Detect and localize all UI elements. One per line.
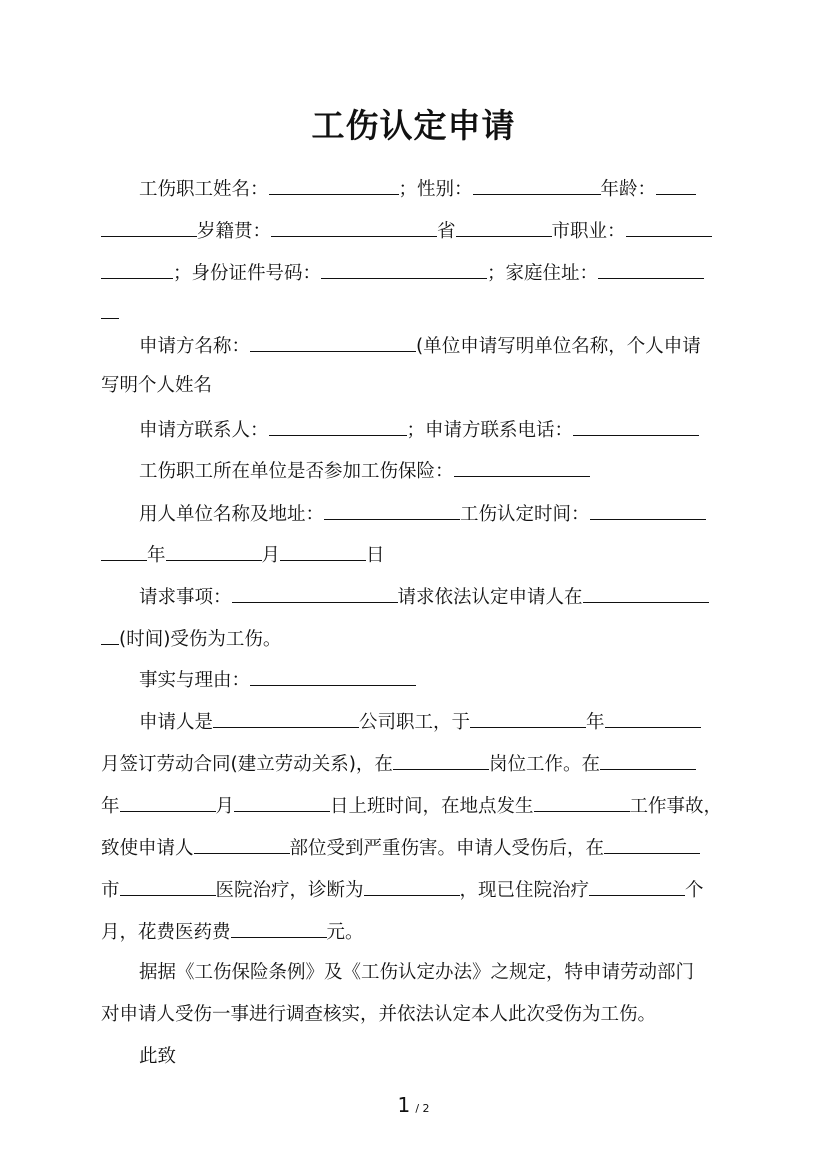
- fill-in-blank[interactable]: [101, 540, 147, 561]
- fill-in-blank[interactable]: [120, 791, 216, 812]
- text-line-p2a: [139, 331, 701, 361]
- text-line-p8b: [101, 749, 696, 779]
- text-line-p8d: [101, 833, 700, 863]
- form-label: 年龄：: [600, 179, 657, 200]
- fill-in-blank[interactable]: [250, 665, 416, 686]
- form-label: 月: [215, 796, 235, 817]
- fill-in-blank[interactable]: [454, 456, 590, 477]
- form-label: ，现已住院治疗: [459, 880, 590, 901]
- total-pages: / 2: [415, 1102, 430, 1115]
- form-label: 申请人是: [139, 712, 214, 733]
- text-line-p1a: [139, 174, 696, 204]
- fill-in-blank[interactable]: [321, 258, 487, 279]
- text-line-p10: [139, 1043, 176, 1071]
- text-line-p4: [139, 456, 590, 486]
- form-label: 用人单位名称及地址：: [139, 504, 325, 525]
- form-label: 月: [261, 545, 281, 566]
- fill-in-blank[interactable]: [473, 174, 601, 195]
- text-line-p7: [139, 665, 416, 695]
- form-label: 医院治疗，诊断为: [215, 880, 364, 901]
- form-label: 工作事故，: [629, 796, 723, 817]
- form-label: 年: [101, 796, 120, 817]
- form-label: 请求事项：: [139, 587, 232, 608]
- fill-in-blank[interactable]: [250, 331, 416, 352]
- fill-in-blank[interactable]: [234, 791, 330, 812]
- form-label: 市职业：: [551, 221, 626, 242]
- form-label: 部位受到严重伤害。申请人受伤后，在: [289, 838, 605, 859]
- text-line-p8e: [101, 875, 704, 905]
- form-label: 省: [437, 221, 456, 242]
- text-line-p1c: [101, 258, 704, 288]
- current-page: 1: [397, 1093, 411, 1117]
- fill-in-blank[interactable]: [470, 707, 586, 728]
- fill-in-blank[interactable]: [604, 833, 700, 854]
- fill-in-blank[interactable]: [364, 875, 460, 896]
- fill-in-blank[interactable]: [583, 582, 709, 603]
- form-label: 日: [366, 545, 385, 566]
- text-line-p5b: [101, 540, 385, 570]
- text-line-p8a: [139, 707, 701, 737]
- fill-in-blank[interactable]: [534, 791, 630, 812]
- form-label: 年: [586, 712, 605, 733]
- text-line-p5a: [139, 499, 706, 529]
- text-line-p6b: [101, 624, 281, 654]
- form-label: 对申请人受伤一事进行调查核实，并依法认定本人此次受伤为工伤。: [101, 1004, 657, 1025]
- text-line-p1b: [101, 216, 712, 246]
- fill-in-blank[interactable]: [101, 216, 197, 237]
- fill-in-blank[interactable]: [101, 298, 119, 319]
- text-line-p2b: [101, 372, 212, 400]
- fill-in-blank[interactable]: [269, 415, 407, 436]
- text-line-p8f: [101, 917, 364, 947]
- text-line-p9a: [139, 959, 694, 987]
- form-label: 事实与理由：: [139, 670, 251, 691]
- fill-in-blank[interactable]: [656, 174, 696, 195]
- form-label: ；身份证件号码：: [173, 263, 322, 284]
- form-label: ；家庭住址：: [487, 263, 599, 284]
- form-label: 元。: [326, 922, 364, 943]
- page-number: [0, 1093, 827, 1117]
- form-label: 公司职工，于: [359, 712, 471, 733]
- text-line-p9b: [101, 1001, 656, 1029]
- fill-in-blank[interactable]: [194, 833, 290, 854]
- text-line-p6a: [139, 582, 709, 612]
- fill-in-blank[interactable]: [280, 540, 366, 561]
- fill-in-blank[interactable]: [573, 415, 699, 436]
- fill-in-blank[interactable]: [589, 875, 685, 896]
- form-label: 日上班时间，在地点发生: [330, 796, 534, 817]
- form-label: ；申请方联系电话：: [406, 420, 574, 441]
- document-title: 工伤认定申请: [311, 106, 516, 145]
- form-label: 月签订劳动合同(建立劳动关系)，在: [101, 754, 393, 775]
- form-label: 岁籍贯：: [197, 221, 272, 242]
- form-label: 岗位工作。在: [488, 754, 600, 775]
- fill-in-blank[interactable]: [456, 216, 552, 237]
- fill-in-blank[interactable]: [166, 540, 262, 561]
- form-label: 工伤认定时间：: [460, 504, 590, 525]
- fill-in-blank[interactable]: [101, 624, 119, 645]
- fill-in-blank[interactable]: [605, 707, 701, 728]
- form-label: 致使申请人: [101, 838, 194, 859]
- fill-in-blank[interactable]: [393, 749, 489, 770]
- form-label: 市: [101, 880, 120, 901]
- fill-in-blank[interactable]: [231, 917, 327, 938]
- form-label: 月，花费医药费: [101, 922, 231, 943]
- form-label: 据据《工伤保险条例》及《工伤认定办法》之规定，特申请劳动部门: [139, 962, 695, 983]
- form-label: (单位申请写明单位名称，个人申请: [416, 336, 701, 357]
- fill-in-blank[interactable]: [626, 216, 712, 237]
- form-label: 申请方名称：: [139, 336, 251, 357]
- text-line-p1d: [101, 298, 119, 328]
- form-label: 申请方联系人：: [139, 420, 269, 441]
- fill-in-blank[interactable]: [324, 499, 460, 520]
- fill-in-blank[interactable]: [600, 749, 696, 770]
- form-label: (时间)受伤为工伤。: [119, 629, 282, 650]
- form-label: 工伤职工姓名：: [139, 179, 269, 200]
- form-label: 个: [685, 880, 704, 901]
- form-label: 工伤职工所在单位是否参加工伤保险：: [139, 461, 454, 482]
- form-label: 写明个人姓名: [101, 375, 213, 396]
- fill-in-blank[interactable]: [269, 174, 399, 195]
- form-label: ；性别：: [398, 179, 473, 200]
- fill-in-blank[interactable]: [598, 258, 704, 279]
- form-label: 请求依法认定申请人在: [397, 587, 583, 608]
- fill-in-blank[interactable]: [213, 707, 359, 728]
- form-label: 此致: [139, 1046, 177, 1067]
- fill-in-blank[interactable]: [232, 582, 398, 603]
- fill-in-blank[interactable]: [120, 875, 216, 896]
- form-label: 年: [147, 545, 166, 566]
- fill-in-blank[interactable]: [271, 216, 437, 237]
- fill-in-blank[interactable]: [101, 258, 173, 279]
- text-line-p8c: [101, 791, 722, 821]
- fill-in-blank[interactable]: [590, 499, 706, 520]
- text-line-p3: [139, 415, 699, 445]
